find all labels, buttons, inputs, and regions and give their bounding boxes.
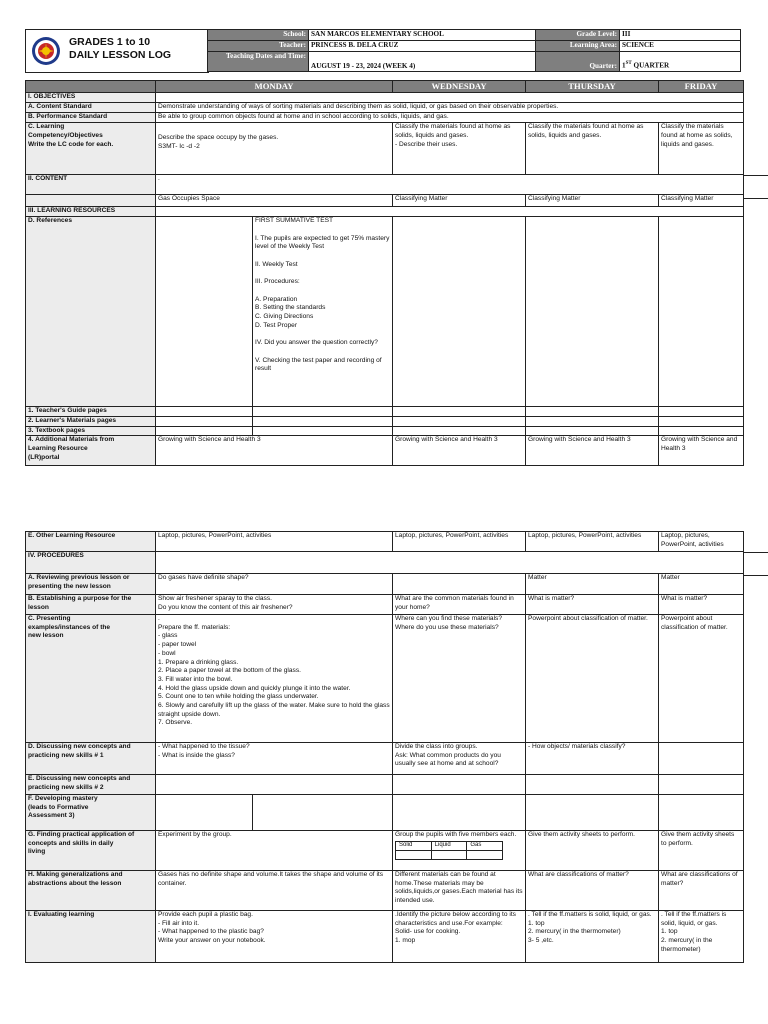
school-value: SAN MARCOS ELEMENTARY SCHOOL xyxy=(309,30,536,41)
teacher-label: Teacher: xyxy=(208,41,309,52)
competency-wednesday: Classify the materials found at home as solids, liquids and gases. - Describe their uses. xyxy=(393,123,526,175)
form-title-line2: DAILY LESSON LOG xyxy=(69,49,172,61)
proc-c-monday: . Prepare the ff. materials: - glass - paper towel - bowl 1. Prepare a drinking glass. 2. Place a paper towel at the bottom of the glass. 3. Fill water into the bowl. 4. Hold the glass upside down and quickly plunge it into the water. 5. Count one to ten while holding the glass underwater. 6. Slowly and carefully lift up the glass of the water. Make sure to hold the glass straight upside down. 7. Observe. xyxy=(156,615,393,743)
proc-a-row xyxy=(26,574,744,595)
proc-i-wednesday: .Identify the picture below according to its characteristics and use.For example: Solid- use for cooking. 1. mop xyxy=(393,911,526,963)
content-standard-label: A. Content Standard xyxy=(26,103,156,113)
proc-d-wednesday: Divide the class into groups. Ask: What common products do you usually see at home and at school? xyxy=(393,743,526,775)
addl-wednesday: Growing with Science and Health 3 xyxy=(393,436,526,466)
proc-a-monday: Do gases have definite shape? xyxy=(156,574,393,595)
textbook-label: 3. Textbook pages xyxy=(26,426,156,436)
lesson-log-table-part1 xyxy=(25,80,744,466)
objectives-label: I. OBJECTIVES xyxy=(26,93,156,103)
proc-b-friday: What is matter? xyxy=(659,595,744,615)
addl-friday: Growing with Science and Health 3 xyxy=(659,436,744,466)
proc-g-label: G. Finding practical application of concepts and skills in daily living xyxy=(26,831,156,871)
content-row xyxy=(26,175,744,195)
content-dot: . xyxy=(156,175,744,195)
stray-cell-box-2 xyxy=(743,552,768,576)
proc-a-thursday: Matter xyxy=(526,574,659,595)
addl-monday: Growing with Science and Health 3 xyxy=(156,436,393,466)
proc-a-friday: Matter xyxy=(659,574,744,595)
teaching-dates-value: AUGUST 19 - 23, 2024 (WEEK 4) xyxy=(309,52,536,72)
learning-resources-label: III. LEARNING RESOURCES xyxy=(26,207,156,217)
other-friday: Laptop, pictures, PowerPoint, activities xyxy=(659,532,744,552)
mini-liquid: Liquid xyxy=(431,841,467,850)
other-monday: Laptop, pictures, PowerPoint, activities xyxy=(156,532,393,552)
proc-h-label: H. Making generalizations and abstractions about the lesson xyxy=(26,871,156,911)
topic-wednesday: Classifying Matter xyxy=(393,195,526,207)
proc-b-thursday: What is matter? xyxy=(526,595,659,615)
other-resource-row xyxy=(26,532,744,552)
summative-test-text: FIRST SUMMATIVE TEST I. The pupils are expected to get 75% mastery level of the Weekly Test II. Weekly Test III. Procedures: A. Preparation B. Setting the standards C. Giving Directions D. Test Proper IV. Did you answer the question correctly? V. Checking the test paper and recording of result xyxy=(253,217,393,407)
proc-c-row xyxy=(26,615,744,743)
objectives-row xyxy=(26,93,744,103)
teachers-guide-row xyxy=(26,407,744,417)
quarter-label: Quarter: xyxy=(536,52,620,72)
proc-h-row xyxy=(26,871,744,911)
proc-e-label: E. Discussing new concepts and practicing new skills # 2 xyxy=(26,775,156,795)
proc-b-monday: Show air freshener sparay to the class. Do you know the content of this air freshener? xyxy=(156,595,393,615)
proc-g-wednesday-cell xyxy=(393,831,526,871)
content-standard-row xyxy=(26,103,744,113)
proc-b-label: B. Establishing a purpose for the lesson xyxy=(26,595,156,615)
topic-thursday: Classifying Matter xyxy=(526,195,659,207)
proc-h-friday: What are classifications of matter? xyxy=(659,871,744,911)
day-monday: MONDAY xyxy=(156,81,393,93)
proc-f-row xyxy=(26,795,744,831)
references-label: D. References xyxy=(26,217,156,407)
proc-b-row xyxy=(26,595,744,615)
header-logo-box xyxy=(25,29,209,73)
topic-friday: Classifying Matter xyxy=(659,195,744,207)
teachers-guide-label: 1. Teacher's Guide pages xyxy=(26,407,156,417)
proc-d-row xyxy=(26,743,744,775)
proc-g-wednesday: Group the pupils with five members each. xyxy=(395,831,517,838)
teacher-value: PRINCESS B. DELA CRUZ xyxy=(309,41,536,52)
solid-liquid-gas-table xyxy=(395,841,503,860)
proc-f-label: F. Developing mastery (leads to Formative Assessment 3) xyxy=(26,795,156,831)
competency-row xyxy=(26,123,744,175)
proc-c-wednesday: Where can you find these materials? Where do you use these materials? xyxy=(393,615,526,743)
learners-materials-row xyxy=(26,417,744,427)
day-thursday: THURSDAY xyxy=(526,81,659,93)
performance-standard-row xyxy=(26,113,744,123)
teaching-dates-label: Teaching Dates and Time: xyxy=(208,52,309,72)
day-friday: FRIDAY xyxy=(659,81,744,93)
day-wednesday: WEDNESDAY xyxy=(393,81,526,93)
day-header-row xyxy=(26,81,744,93)
proc-c-friday: Powerpoint about classification of matter. xyxy=(659,615,744,743)
topic-monday: Gas Occupies Space xyxy=(156,195,393,207)
form-title-line1: GRADES 1 to 10 xyxy=(69,36,151,48)
lesson-log-table-part2 xyxy=(25,531,744,963)
mini-gas: Gas xyxy=(467,841,503,850)
content-label: II. CONTENT xyxy=(26,175,156,195)
proc-i-friday: . Tell if the ff.matters is solid, liquid, or gas. 1. top 2. mercury( in the thermometer) xyxy=(659,911,744,963)
proc-g-friday: Give them activity sheets to perform. xyxy=(659,831,744,871)
competency-friday: Classify the materials found at home as solids, liquids and gases. xyxy=(659,123,744,175)
proc-i-thursday: . Tell if the ff.matters is solid, liquid, or gas. 1. top 2. mercury( in the thermometer) 3- 5 ,etc. xyxy=(526,911,659,963)
competency-monday: Describe the space occupy by the gases. S3MT- Ic -d -2 xyxy=(156,123,393,175)
proc-i-row xyxy=(26,911,744,963)
quarter-value: 1ST QUARTER xyxy=(620,52,741,72)
stray-cell-box-1 xyxy=(743,175,768,199)
performance-standard-label: B. Performance Standard xyxy=(26,113,156,123)
proc-a-label: A. Reviewing previous lesson or presenting the new lesson xyxy=(26,574,156,595)
competency-thursday: Classify the materials found at home as solids, liquids and gases. xyxy=(526,123,659,175)
header-info-table xyxy=(207,29,741,72)
learners-materials-label: 2. Learner's Materials pages xyxy=(26,417,156,427)
proc-c-thursday: Powerpoint about classification of matter. xyxy=(526,615,659,743)
proc-d-monday: - What happened to the tissue? - What is inside the glass? xyxy=(156,743,393,775)
content-topic-row xyxy=(26,195,744,207)
addl-thursday: Growing with Science and Health 3 xyxy=(526,436,659,466)
learning-area-label: Learning Area: xyxy=(536,41,620,52)
proc-d-thursday: - How objects/ materials classify? xyxy=(526,743,659,775)
proc-b-wednesday: What are the common materials found in your home? xyxy=(393,595,526,615)
other-wednesday: Laptop, pictures, PowerPoint, activities xyxy=(393,532,526,552)
additional-materials-row xyxy=(26,436,744,466)
proc-g-monday: Experiment by the group. xyxy=(156,831,393,871)
additional-materials-label: 4. Additional Materials from Learning Resource (LR)portal xyxy=(26,436,156,466)
proc-h-thursday: What are classifications of matter? xyxy=(526,871,659,911)
resources-row xyxy=(26,207,744,217)
content-standard-text: Demonstrate understanding of ways of sorting materials and describing them as solid, liquid, or gas based on their observable properties. xyxy=(156,103,744,113)
other-thursday: Laptop, pictures, PowerPoint, activities xyxy=(526,532,659,552)
learning-area-value: SCIENCE xyxy=(620,41,741,52)
proc-c-label: C. Presenting examples/instances of the new lesson xyxy=(26,615,156,743)
procedures-row xyxy=(26,552,744,574)
proc-g-thursday: Give them activity sheets to perform. xyxy=(526,831,659,871)
textbook-row xyxy=(26,426,744,436)
other-resource-label: E. Other Learning Resource xyxy=(26,532,156,552)
procedures-label: IV. PROCEDURES xyxy=(26,552,156,574)
proc-h-wednesday: Different materials can be found at home.These materials may be solids,liquids,or gases.Each material has its intended use. xyxy=(393,871,526,911)
proc-h-monday: Gases has no definite shape and volume.It takes the shape and volume of its container. xyxy=(156,871,393,911)
grade-level-value: III xyxy=(620,30,741,41)
performance-standard-text: Be able to group common objects found at home and in school according to solids, liquids, and gas. xyxy=(156,113,744,123)
proc-i-label: I. Evaluating learning xyxy=(26,911,156,963)
grade-level-label: Grade Level: xyxy=(536,30,620,41)
mini-solid: Solid xyxy=(396,841,432,850)
deped-seal-logo xyxy=(31,36,61,66)
proc-i-monday: Provide each pupil a plastic bag. - Fill air into it. - What happened to the plastic bag? Write your answer on your notebook. xyxy=(156,911,393,963)
proc-e-row xyxy=(26,775,744,795)
competency-label: C. Learning Competency/Objectives Write the LC code for each. xyxy=(26,123,156,175)
school-label: School: xyxy=(208,30,309,41)
proc-g-row xyxy=(26,831,744,871)
proc-d-label: D. Discussing new concepts and practicing new skills # 1 xyxy=(26,743,156,775)
references-row xyxy=(26,217,744,407)
